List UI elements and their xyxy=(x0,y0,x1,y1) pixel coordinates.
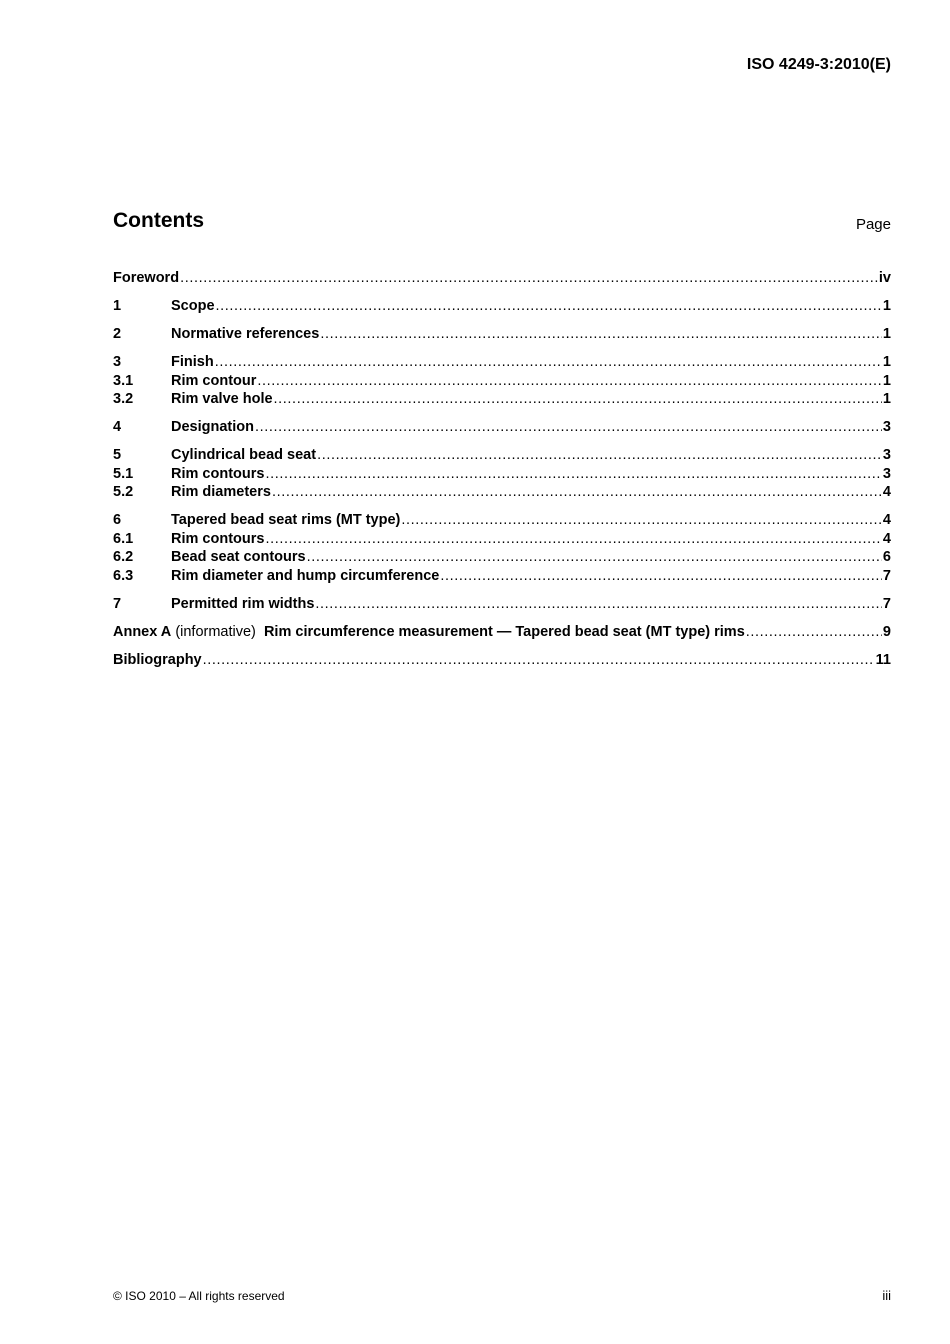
dot-leader xyxy=(307,548,882,567)
toc-entry-title: Finish xyxy=(171,354,214,370)
dot-leader xyxy=(272,483,882,502)
toc-entry-page: 1 xyxy=(882,298,891,314)
toc-entry-page: 1 xyxy=(882,354,891,370)
toc-entry-page: 3 xyxy=(882,447,891,463)
toc-entry-bibliography[interactable] xyxy=(113,651,891,670)
toc-entry-number: 5.2 xyxy=(113,484,134,500)
toc-entry-number: 5 xyxy=(113,447,122,463)
page-column-label: Page xyxy=(855,216,891,233)
toc-entry-number: 6.3 xyxy=(113,567,134,584)
toc-entry-number: 3 xyxy=(113,354,122,370)
toc-entry-page: 4 xyxy=(882,512,891,528)
toc-entry[interactable] xyxy=(113,372,891,391)
toc-entry-page: 4 xyxy=(882,530,891,547)
dot-leader xyxy=(255,418,882,437)
toc-entry[interactable] xyxy=(113,325,891,344)
annex-qualifier: (informative) xyxy=(175,623,256,640)
dot-leader xyxy=(401,511,882,530)
dot-leader xyxy=(265,530,881,549)
toc-entry[interactable] xyxy=(113,297,891,316)
toc-entry-title: Permitted rim widths xyxy=(171,595,315,612)
dot-leader xyxy=(180,269,878,288)
toc-entry-title: Rim diameters xyxy=(171,484,271,500)
toc-entry-page: 4 xyxy=(882,484,891,500)
toc-entry-title: Normative references xyxy=(171,326,320,342)
toc-entry-title: Bead seat contours xyxy=(171,549,306,565)
toc-entry[interactable] xyxy=(113,390,891,409)
bibliography-title: Bibliography xyxy=(113,651,202,668)
toc-entry-page: 1 xyxy=(882,372,891,389)
dot-leader xyxy=(315,595,882,614)
toc-entry-title: Rim contour xyxy=(171,372,257,389)
dot-leader xyxy=(746,623,882,642)
toc-entry-number: 7 xyxy=(113,595,122,612)
toc-entry-number: 5.1 xyxy=(113,465,134,482)
dot-leader xyxy=(257,372,882,391)
toc-entry[interactable] xyxy=(113,418,891,437)
toc-entry-number: 6.2 xyxy=(113,549,134,565)
toc-entry[interactable] xyxy=(113,465,891,484)
toc-entry[interactable] xyxy=(113,530,891,549)
toc-entry-page: 3 xyxy=(882,419,891,435)
toc-entry[interactable] xyxy=(113,446,891,465)
toc-entry-page: 1 xyxy=(882,391,891,407)
toc-entry-annex[interactable] xyxy=(113,623,891,642)
dot-leader xyxy=(203,651,875,670)
dot-leader xyxy=(265,465,881,484)
document-id: ISO 4249-3:2010(E) xyxy=(746,56,891,73)
toc-entry-title: Scope xyxy=(171,298,215,314)
toc-entry-title: Rim contours xyxy=(171,465,265,482)
dot-leader xyxy=(215,353,882,372)
toc-entry-title: Rim diameter and hump circumference xyxy=(171,567,440,584)
toc-entry-title: Rim contours xyxy=(171,530,265,547)
toc-entry[interactable] xyxy=(113,353,891,372)
toc-entry-page: 7 xyxy=(882,595,891,612)
dot-leader xyxy=(320,325,882,344)
toc-entry-page: 1 xyxy=(882,326,891,342)
toc-entry-number: 2 xyxy=(113,326,122,342)
toc-entry-page: iv xyxy=(878,270,891,286)
toc-entry[interactable] xyxy=(113,511,891,530)
dot-leader xyxy=(317,446,882,465)
toc-entry-number: 6.1 xyxy=(113,530,134,547)
toc-entry[interactable] xyxy=(113,595,891,614)
toc-entry-title: Tapered bead seat rims (MT type) xyxy=(171,512,401,528)
dot-leader xyxy=(216,297,882,316)
toc-entry-page: 3 xyxy=(882,465,891,482)
toc-entry-number: 3.2 xyxy=(113,391,134,407)
toc-entry-number: 3.1 xyxy=(113,372,134,389)
toc-entry-page: 6 xyxy=(882,549,891,565)
toc-entry-number: 6 xyxy=(113,512,122,528)
annex-label: Annex A xyxy=(113,623,172,640)
table-of-contents xyxy=(113,269,891,669)
toc-entry-number: 4 xyxy=(113,419,122,435)
toc-entry[interactable] xyxy=(113,567,891,586)
toc-entry[interactable] xyxy=(113,483,891,502)
toc-entry-number: 1 xyxy=(113,298,122,314)
toc-entry-title: Rim valve hole xyxy=(171,391,273,407)
page-number: iii xyxy=(882,1288,891,1303)
toc-entry-page: 7 xyxy=(882,567,891,584)
toc-entry-title: Cylindrical bead seat xyxy=(171,447,317,463)
dot-leader xyxy=(274,390,882,409)
toc-entry-title: Foreword xyxy=(113,270,180,286)
toc-entry-title: Designation xyxy=(171,419,254,435)
annex-title: Rim circumference measurement — Tapered bead seat (MT type) rims xyxy=(263,623,745,640)
dot-leader xyxy=(440,567,882,586)
bibliography-page: 11 xyxy=(875,651,891,668)
toc-entry[interactable] xyxy=(113,269,891,288)
page-title: Contents xyxy=(113,209,204,232)
annex-page: 9 xyxy=(882,623,891,640)
copyright: © ISO 2010 – All rights reserved xyxy=(113,1289,285,1303)
toc-entry[interactable] xyxy=(113,548,891,567)
